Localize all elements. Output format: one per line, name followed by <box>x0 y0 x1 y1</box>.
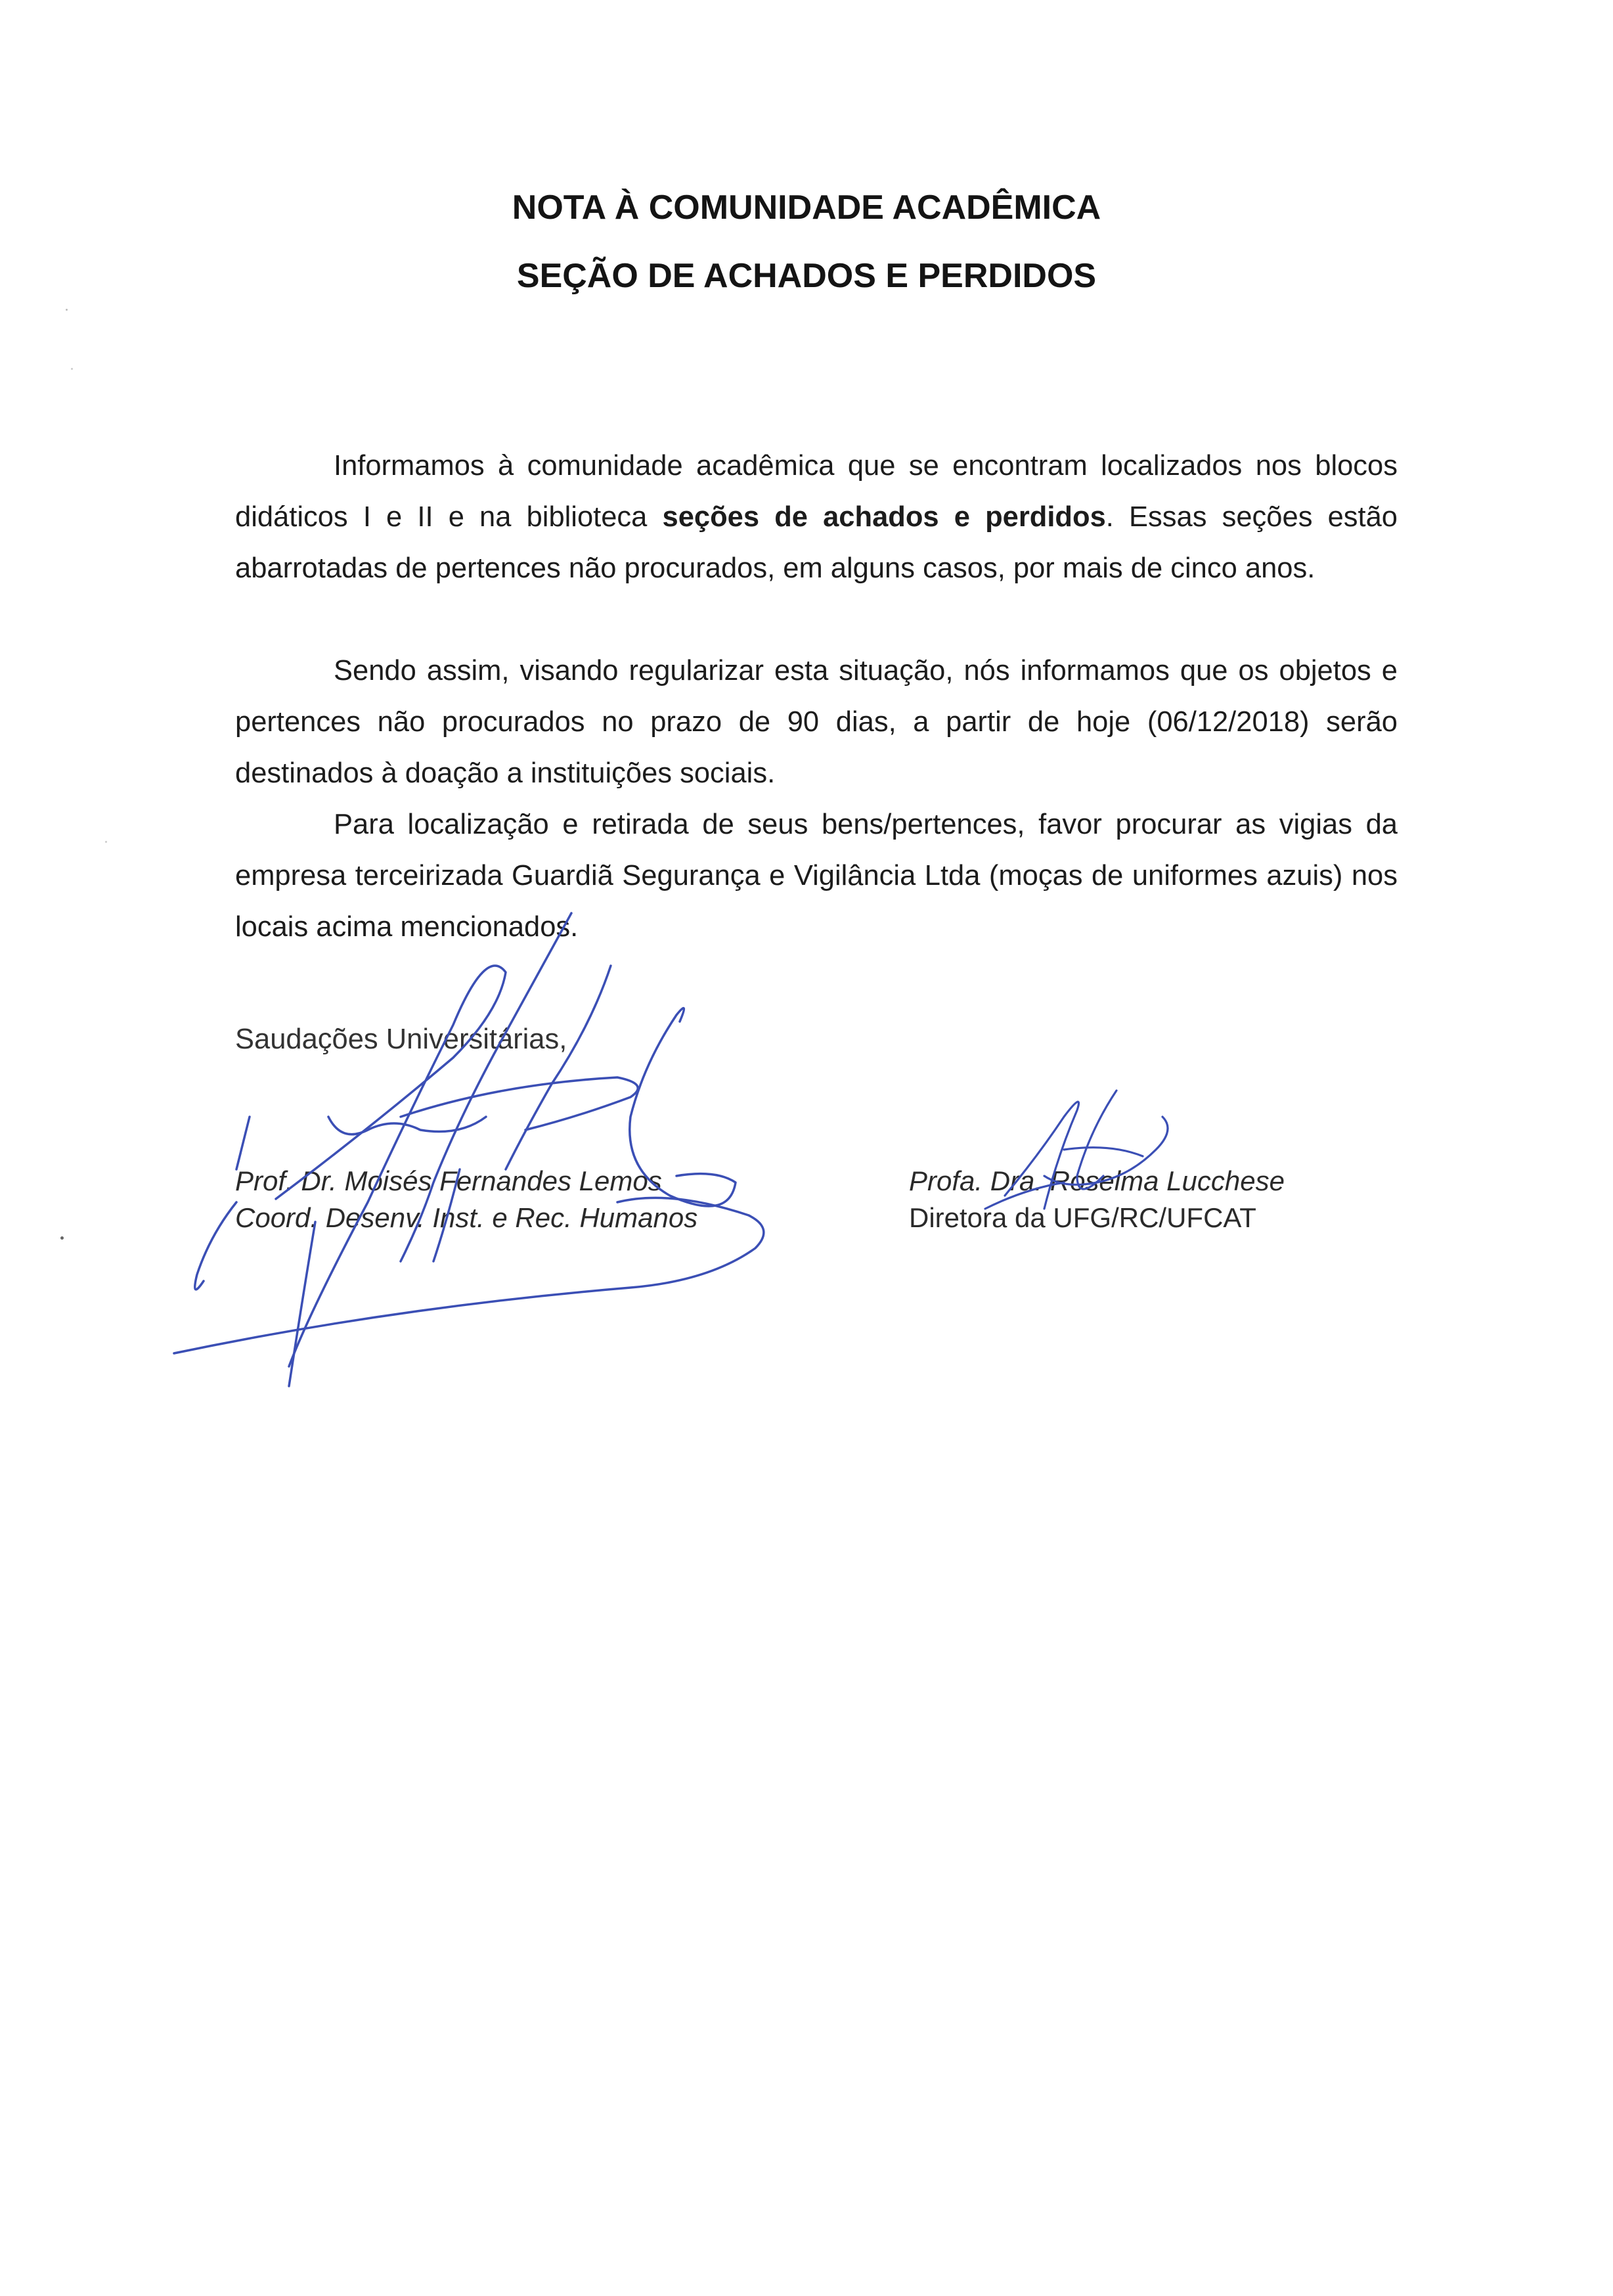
paragraph-3 <box>235 799 1398 953</box>
greeting: Saudações Universitárias, <box>235 1024 567 1055</box>
signer-left-name: Prof. Dr. Moisés Fernandes Lemos <box>235 1165 662 1196</box>
document-subtitle: SEÇÃO DE ACHADOS E PERDIDOS <box>516 257 1097 295</box>
paragraph-2 <box>235 645 1398 799</box>
scan-speck <box>60 1236 64 1240</box>
scan-speck <box>105 841 107 843</box>
paragraph-1-text: Informamos à comunidade acadêmica que se encontram localizados nos blocos didáticos I e II e na biblioteca <box>235 450 1398 533</box>
signature-block-left <box>235 1163 697 1236</box>
paragraph-1 <box>235 440 1398 594</box>
signer-left-role: Coord. Desenv. Inst. e Rec. Humanos <box>235 1202 698 1233</box>
paragraph-1-text-end: . Essas seções estão abarrotadas de pertences não procurados, em alguns casos, por mais de cinco anos. <box>235 501 1398 584</box>
paragraph-1-emphasis: seções de achados e perdidos <box>662 501 1106 533</box>
signature-block-right <box>909 1163 1285 1236</box>
scan-speck <box>66 309 68 311</box>
paragraph-3-text: Para localização e retirada de seus bens/pertences, favor procurar as vigias da empresa terceirizada Guardiã Segurança e Vigilância Ltda (moças de uniformes azuis) nos locais acima mencionados. <box>235 809 1398 943</box>
signature-left-handwritten <box>174 913 764 1386</box>
paragraph-2-text: Sendo assim, visando regularizar esta situação, nós informamos que os objetos e pertences não procurados no prazo de 90 dias, a partir de hoje (06/12/2018) serão destinados à doação a instituições sociais. <box>235 655 1398 789</box>
signer-right-role: Diretora da UFG/RC/UFCAT <box>909 1202 1256 1233</box>
signer-right-name: Profa. Dra. Roselma Lucchese <box>909 1165 1285 1196</box>
document-title: NOTA À COMUNIDADE ACADÊMICA <box>512 189 1101 227</box>
scan-speck <box>71 368 73 370</box>
